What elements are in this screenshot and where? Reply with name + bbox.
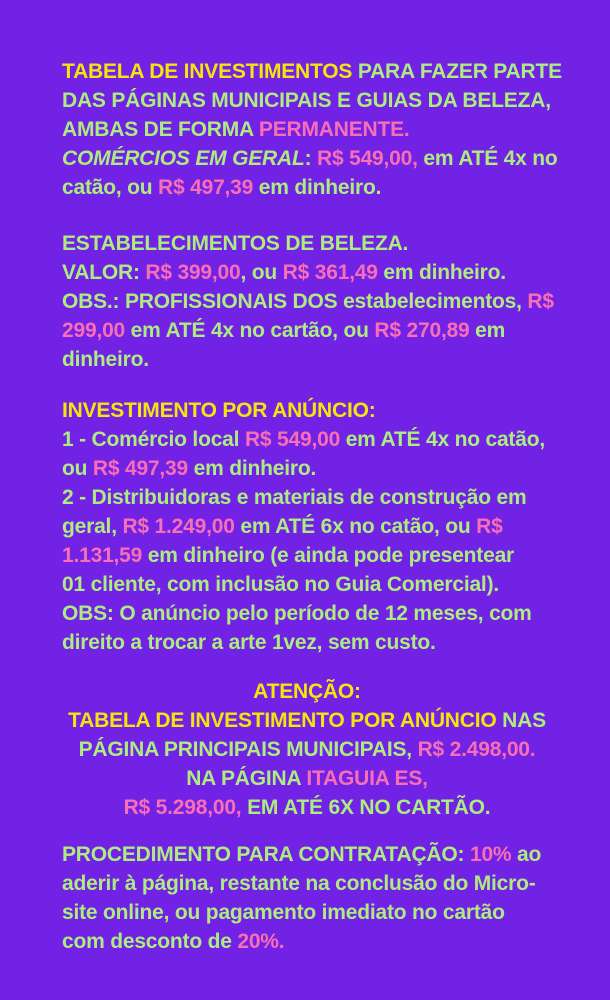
text-segment: PÁGINA PRINCIPAIS MUNICIPAIS, bbox=[78, 738, 418, 761]
text-line bbox=[62, 258, 552, 287]
text-segment: R$ 270,89 bbox=[374, 319, 470, 342]
text-line bbox=[62, 345, 552, 374]
text-line bbox=[62, 541, 552, 570]
text-segment: direito a trocar a arte 1vez, sem custo. bbox=[62, 631, 436, 654]
text-segment: catão, ou bbox=[62, 176, 159, 199]
text-line bbox=[62, 840, 552, 869]
text-segment: TABELA DE INVESTIMENTO POR ANÚNCIO bbox=[68, 709, 497, 732]
text-segment: em dinheiro. bbox=[253, 176, 382, 199]
text-line bbox=[62, 628, 552, 657]
text-segment: em ATÉ 4x no cartão, ou bbox=[125, 319, 375, 342]
text-segment: R$ 549,00, bbox=[317, 147, 418, 170]
text-segment: R$ 549,00 bbox=[244, 428, 341, 451]
text-line bbox=[62, 512, 552, 541]
text-segment: OBS.: PROFISSIONAIS DOS estabelecimentos, bbox=[62, 290, 528, 313]
text-segment: 1.131,59 bbox=[62, 544, 143, 567]
text-segment: em bbox=[469, 319, 506, 342]
text-line bbox=[62, 735, 552, 764]
atencao-block bbox=[62, 677, 552, 822]
text-line bbox=[62, 599, 552, 628]
text-segment: R$ 361,49 bbox=[282, 261, 378, 284]
procedimento-block bbox=[62, 840, 552, 956]
text-line bbox=[62, 144, 558, 173]
text-segment: AMBAS DE FORMA bbox=[62, 118, 259, 141]
text-segment: R$ 5.298,00, bbox=[123, 796, 242, 819]
text-segment: ao bbox=[511, 843, 542, 866]
text-segment: ESTABELECIMENTOS DE BELEZA. bbox=[62, 232, 409, 255]
text-segment: em ATÉ 4x no catão, bbox=[340, 428, 545, 451]
text-segment: em ATÉ 6x no catão, ou bbox=[234, 515, 477, 538]
text-segment: 1 - Comércio local bbox=[62, 428, 245, 451]
text-line bbox=[62, 287, 552, 316]
intro-block bbox=[62, 57, 562, 202]
text-line bbox=[62, 115, 552, 144]
text-segment: R$ 497,39 bbox=[92, 457, 189, 480]
text-line bbox=[62, 898, 552, 927]
text-segment: COMÉRCIOS EM GERAL bbox=[62, 147, 305, 170]
text-segment: 01 cliente, com inclusão no Guia Comercial). bbox=[62, 573, 499, 596]
text-segment: VALOR: bbox=[62, 261, 146, 284]
investimento-anuncio-block bbox=[62, 396, 552, 657]
text-segment: R$ bbox=[476, 515, 503, 538]
text-segment: R$ 399,00 bbox=[145, 261, 241, 284]
text-segment: R$ 1.249,00 bbox=[122, 515, 235, 538]
text-segment: ITAGUIA ES, bbox=[306, 767, 428, 790]
text-line bbox=[62, 793, 552, 822]
text-line bbox=[62, 706, 552, 735]
text-segment: NAS bbox=[496, 709, 546, 732]
text-line bbox=[62, 173, 552, 202]
text-segment: PERMANENTE. bbox=[258, 118, 410, 141]
text-line bbox=[62, 483, 552, 512]
text-segment: OBS: O anúncio pelo período de 12 meses, com bbox=[62, 602, 532, 625]
text-line bbox=[62, 570, 552, 599]
text-segment: ATENÇÃO: bbox=[253, 680, 361, 703]
text-segment: R$ 2.498,00. bbox=[417, 738, 536, 761]
text-line bbox=[62, 869, 552, 898]
text-line bbox=[62, 764, 552, 793]
text-segment: EM ATÉ 6X NO CARTÃO. bbox=[241, 796, 491, 819]
text-line bbox=[62, 229, 552, 258]
text-line bbox=[62, 396, 552, 425]
text-line bbox=[62, 425, 552, 454]
text-segment: : bbox=[304, 147, 318, 170]
text-segment: em dinheiro (e ainda pode presentear bbox=[142, 544, 515, 567]
text-segment: 10% bbox=[469, 843, 512, 866]
beleza-block bbox=[62, 229, 552, 374]
text-segment: 299,00 bbox=[62, 319, 126, 342]
text-line bbox=[62, 316, 552, 345]
text-segment: TABELA DE INVESTIMENTOS bbox=[62, 60, 353, 83]
text-line bbox=[62, 57, 562, 86]
text-segment: geral, bbox=[62, 515, 123, 538]
text-segment: em dinheiro. bbox=[377, 261, 506, 284]
text-segment: ou bbox=[62, 457, 93, 480]
text-segment: 20%. bbox=[237, 930, 285, 953]
text-segment: site online, ou pagamento imediato no cartão bbox=[62, 901, 505, 924]
text-segment: INVESTIMENTO POR ANÚNCIO: bbox=[62, 399, 376, 422]
text-line bbox=[62, 677, 552, 706]
text-segment: , ou bbox=[240, 261, 283, 284]
text-segment: aderir à página, restante na conclusão do Micro- bbox=[62, 872, 536, 895]
text-segment: R$ 497,39 bbox=[158, 176, 254, 199]
text-segment: em dinheiro. bbox=[188, 457, 317, 480]
text-segment: PARA FAZER PARTE bbox=[352, 60, 562, 83]
text-segment: DAS PÁGINAS MUNICIPAIS E GUIAS DA BELEZA, bbox=[62, 89, 551, 112]
text-segment: 2 - Distribuidoras e materiais de construção em bbox=[62, 486, 527, 509]
text-segment: PROCEDIMENTO PARA CONTRATAÇÃO: bbox=[62, 843, 470, 866]
text-segment: R$ bbox=[527, 290, 554, 313]
text-segment: dinheiro. bbox=[62, 348, 149, 371]
text-segment: com desconto de bbox=[62, 930, 238, 953]
text-segment: NA PÁGINA bbox=[186, 767, 307, 790]
text-line bbox=[62, 86, 552, 115]
text-segment: em ATÉ 4x no bbox=[417, 147, 558, 170]
text-line bbox=[62, 454, 552, 483]
text-line bbox=[62, 927, 552, 956]
